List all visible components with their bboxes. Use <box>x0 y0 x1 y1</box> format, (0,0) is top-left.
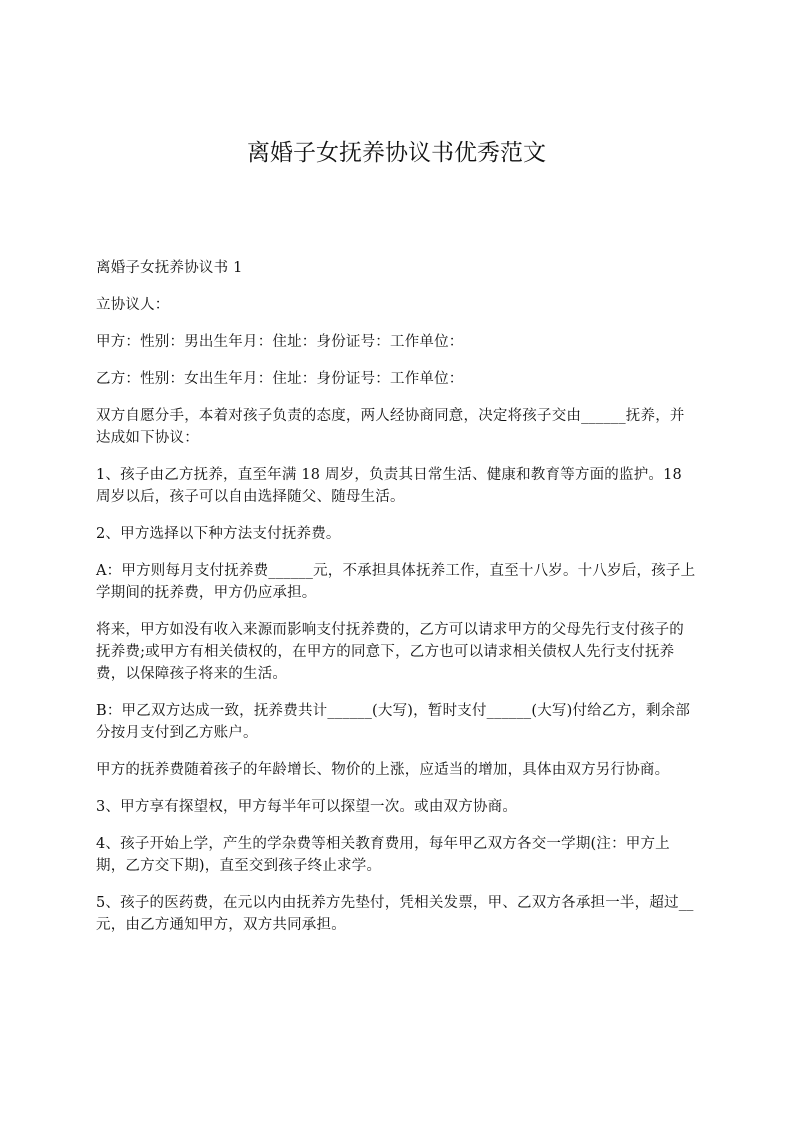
clause-2-option-a-note: 将来，甲方如没有收入来源而影响支付抚养费的，乙方可以请求甲方的父母先行支付孩子的抚养费;或甲方有相关债权的，在甲方的同意下，乙方也可以请求相关债权人先行支付抚养费，以保障孩子将来的生活。 <box>96 622 684 682</box>
party-a-info: 甲方：性别：男出生年月：住址：身份证号：工作单位： <box>96 334 464 350</box>
party-b-info: 乙方：性别：女出生年月：住址：身份证号：工作单位： <box>96 371 464 387</box>
document-title: 离婚子女抚养协议书优秀范文 <box>247 140 546 166</box>
agreement-intro: 双方自愿分手，本着对孩子负责的态度，两人经协商同意，决定将孩子交由______抚养，并达成如下协议： <box>96 408 685 446</box>
clause-5: 5、孩子的医药费，在元以内由抚养方先垫付，凭相关发票，甲、乙双方各承担一半，超过__元，由乙方通知甲方，双方共同承担。 <box>96 895 694 933</box>
document-body <box>96 257 696 951</box>
clause-3: 3、甲方享有探望权，甲方每半年可以探望一次。或由双方协商。 <box>96 799 518 815</box>
clause-2: 2、甲方选择以下种方法支付抚养费。 <box>96 526 341 542</box>
section-heading: 离婚子女抚养协议书 1 <box>96 260 243 276</box>
parties-label: 立协议人： <box>96 297 170 313</box>
clause-4: 4、孩子开始上学，产生的学杂费等相关教育费用，每年甲乙双方各交一学期(注：甲方上期，乙方交下期)，直至交到孩子终止求学。 <box>96 836 670 874</box>
clause-2-option-a: A：甲方则每月支付抚养费______元，不承担具体抚养工作，直至十八岁。十八岁后，孩子上学期间的抚养费，甲方仍应承担。 <box>96 563 696 601</box>
clause-1: 1、孩子由乙方抚养，直至年满 18 周岁，负责其日常生活、健康和教育等方面的监护。18 周岁以后，孩子可以自由选择随父、随母生活。 <box>96 467 682 505</box>
clause-2-adjustment: 甲方的抚养费随着孩子的年龄增长、物价的上涨，应适当的增加，具体由双方另行协商。 <box>96 762 670 778</box>
clause-2-option-b: B：甲乙双方达成一致，抚养费共计______(大写)，暂时支付______(大写)付给乙方，剩余部分按月支付到乙方账户。 <box>96 703 691 741</box>
